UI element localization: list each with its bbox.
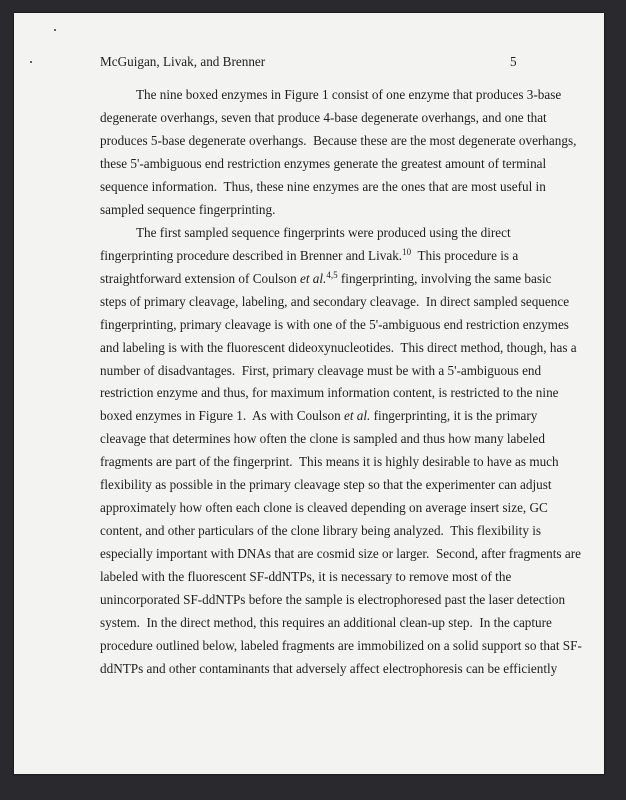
text-segment: The nine boxed enzymes in Figure 1 consist of one enzyme that produces 3-base [136,87,562,102]
text-line [100,133,576,149]
scan-speck [30,61,32,63]
text-line [136,87,561,103]
text-line [100,408,537,424]
running-head: McGuigan, Livak, and Brenner [100,54,266,69]
text-segment: unincorporated SF-ddNTPs before the sample is electrophoresed past the laser detection [100,592,566,608]
text-segment: straightforward extension of Coulson [100,270,300,286]
citation-superscript: 4,5 [326,269,338,280]
text-segment: fingerprinting, primary cleavage is with one of the 5'-ambiguous end restriction enzymes [100,316,569,332]
text-segment: fingerprinting procedure described in Brenner and Livak. [100,247,403,263]
text-line [100,592,565,608]
text-line [100,523,541,539]
text-segment: degenerate overhangs, seven that produce 4-base degenerate overhangs, and one that [100,109,547,125]
text-segment: especially important with DNAs that are cosmid size or larger. Second, after fragments are [100,546,581,562]
text-segment: boxed enzymes in Figure 1. As with Coulson [100,408,344,424]
text-line [100,294,569,310]
text-line [100,317,569,333]
text-segment: labeled with the fluorescent SF-ddNTPs, it is necessary to remove most of the [100,569,512,585]
text-segment: produces 5-base degenerate overhangs. Because these are the most degenerate overhangs, [100,132,577,148]
text-line [100,156,546,172]
text-segment: This procedure is a [411,247,519,263]
text-line [100,615,552,631]
text-segment: procedure outlined below, labeled fragments are immobilized on a solid support so that SF- [100,638,582,654]
text-segment: The first sampled sequence fingerprints were produced using the direct [136,224,511,240]
text-line [136,225,511,241]
text-line [100,363,541,379]
text-line [100,569,511,585]
document-page [14,13,604,774]
text-line [100,661,557,677]
text-line [100,340,577,356]
scan-speck [54,29,56,31]
page-number: 5 [510,54,517,69]
text-line [100,431,545,447]
text-line [100,546,581,562]
text-segment: sampled sequence fingerprinting. [100,201,276,217]
text-segment: system. In the direct method, this requires an additional clean-up step. In the capture [100,615,552,631]
italic-text: et al. [299,270,327,286]
text-line [100,454,559,470]
text-line [100,110,547,126]
text-segment: steps of primary cleavage, labeling, and secondary cleavage. In direct sampled sequence [100,293,570,309]
text-segment: and labeling is with the fluorescent dideoxynucleotides. This direct method, though, has a [100,339,577,355]
text-line [100,179,546,195]
citation-superscript: 10 [402,246,412,257]
text-line [100,271,552,287]
text-segment: number of disadvantages. First, primary cleavage must be with a 5'-ambiguous end [100,362,542,378]
text-segment: fingerprinting, involving the same basic [337,270,552,286]
text-segment: approximately how often each clone is cleaved depending on average insert size, GC [100,500,548,516]
text-segment: ddNTPs and other contaminants that adversely affect electrophoresis can be efficiently [100,661,558,676]
text-segment: cleavage that determines how often the clone is sampled and thus how many labeled [100,431,545,447]
text-segment: sequence information. Thus, these nine enzymes are the ones that are most useful in [100,178,546,194]
text-line [100,638,582,654]
text-line [100,385,559,401]
text-line [100,248,518,264]
italic-text: et al. [343,408,371,424]
text-line [100,500,548,516]
text-segment: restriction enzyme and thus, for maximum information content, is restricted to the nine [100,385,559,401]
text-segment: flexibility as possible in the primary cleavage step so that the experimenter can adjust [100,477,552,493]
text-segment: these 5'-ambiguous end restriction enzymes generate the greatest amount of terminal [100,155,547,171]
text-segment: content, and other particulars of the clone library being analyzed. This flexibility is [100,523,542,539]
text-line [100,202,275,218]
text-segment: fingerprinting, it is the primary [370,408,538,424]
text-segment: fragments are part of the fingerprint. This means it is highly desirable to have as much [100,454,559,470]
text-line [100,477,552,493]
